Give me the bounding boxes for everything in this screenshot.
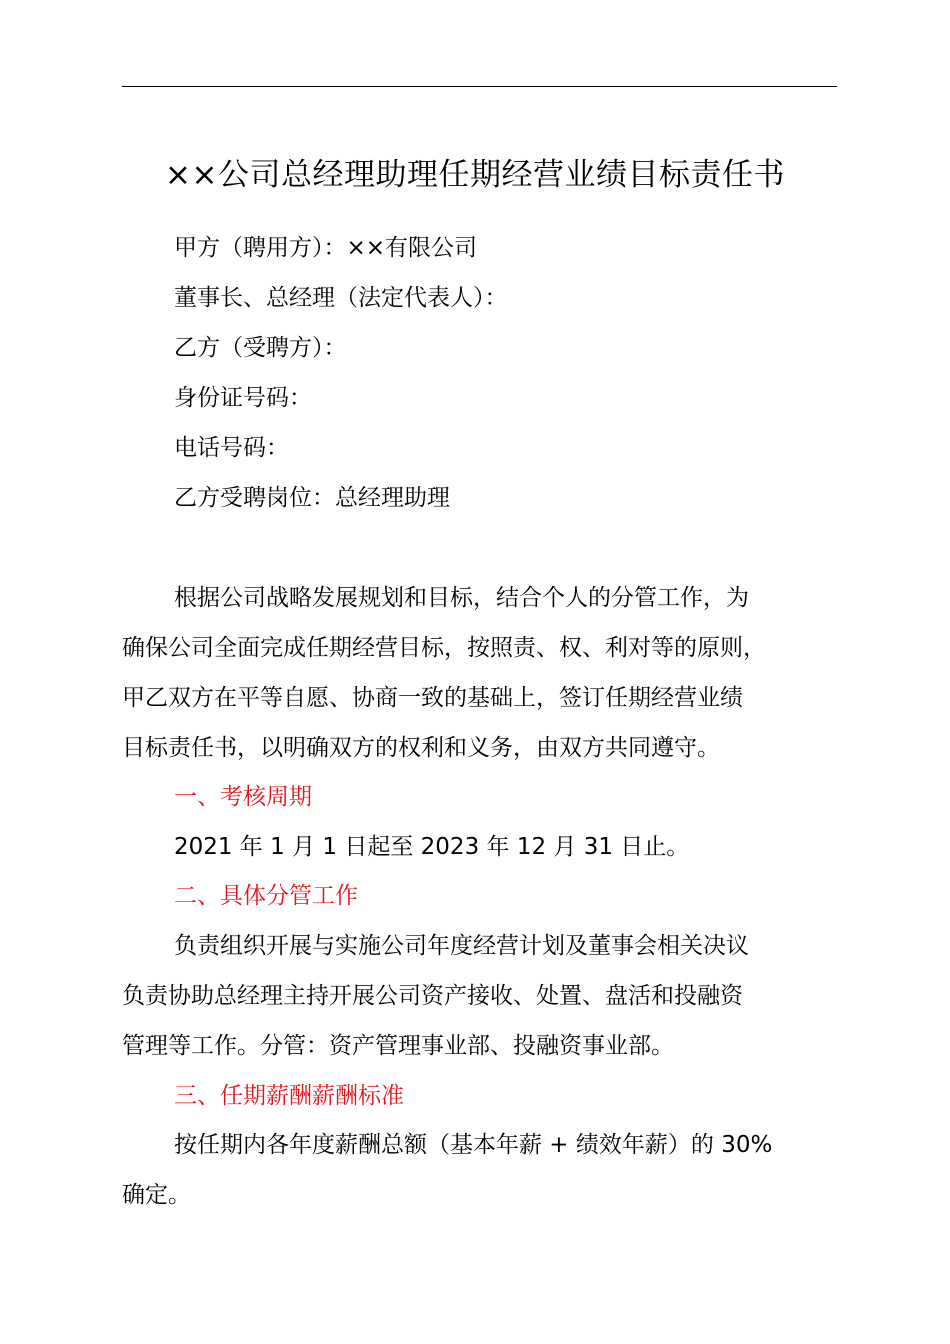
responsibilities-line: 负责协助总经理主持开展公司资产接收、处置、盘活和投融资: [122, 983, 743, 1009]
section-heading-assessment-period: 一、考核周期: [174, 784, 312, 810]
phone-field: 电话号码：: [174, 435, 289, 461]
responsibilities-line: 负责组织开展与实施公司年度经营计划及董事会相关决议: [174, 933, 749, 959]
party-a-field: 甲方（聘用方）：××有限公司: [174, 235, 478, 261]
position-field: 乙方受聘岗位：总经理助理: [174, 485, 450, 511]
legal-representative-field: 董事长、总经理（法定代表人）：: [174, 285, 508, 311]
responsibilities-line: 管理等工作。分管：资产管理事业部、投融资事业部。: [122, 1033, 674, 1059]
section-heading-compensation: 三、任期薪酬薪酬标准: [174, 1083, 404, 1109]
id-number-field: 身份证号码：: [174, 385, 312, 411]
intro-line: 根据公司战略发展规划和目标，结合个人的分管工作，为: [174, 585, 749, 611]
compensation-line: 按任期内各年度薪酬总额（基本年薪 + 绩效年薪）的 30%: [174, 1132, 773, 1158]
header-rule: [122, 86, 837, 87]
compensation-line: 确定。: [122, 1182, 191, 1208]
section-heading-responsibilities: 二、具体分管工作: [174, 883, 358, 909]
intro-line: 目标责任书，以明确双方的权利和义务，由双方共同遵守。: [122, 735, 720, 761]
document-title: ××公司总经理助理任期经营业绩目标责任书: [165, 157, 785, 193]
intro-line: 甲乙双方在平等自愿、协商一致的基础上，签订任期经营业绩: [122, 685, 743, 711]
party-b-field: 乙方（受聘方）：: [174, 335, 347, 361]
assessment-period-text: 2021 年 1 月 1 日起至 2023 年 12 月 31 日止。: [174, 834, 690, 860]
intro-line: 确保公司全面完成任期经营目标，按照责、权、利对等的原则，: [122, 635, 766, 661]
